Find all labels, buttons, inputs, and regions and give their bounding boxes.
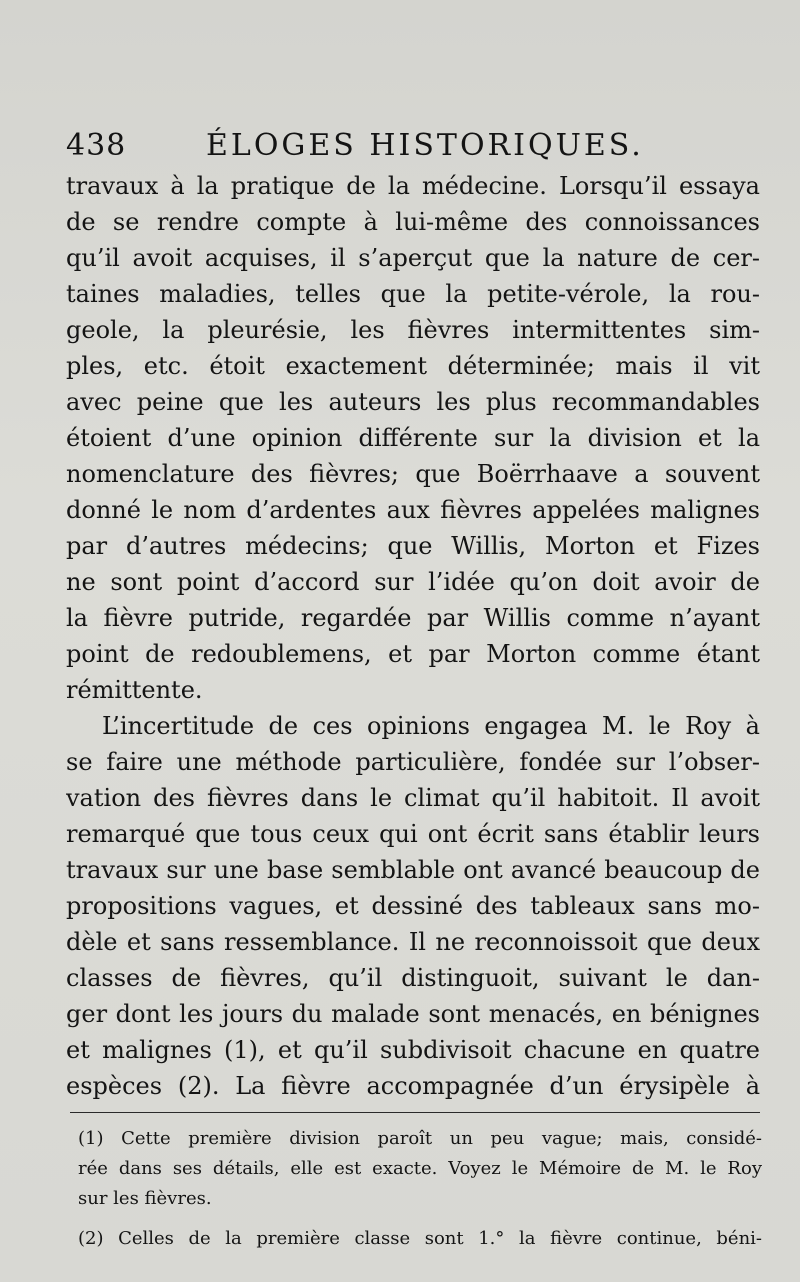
text-line: et malignes (1), et qu’il subdivisoit chacune en quatre [66, 1036, 760, 1064]
text-line: point de redoublemens, et par Morton comme étant [66, 640, 760, 668]
text-line: ger dont les jours du malade sont menacés, en bénignes [66, 1000, 760, 1028]
body-text [66, 168, 760, 1104]
footnotes [78, 1124, 762, 1254]
running-head [60, 122, 760, 172]
text-line: espèces (2). La fièvre accompagnée d’un érysipèle à [66, 1072, 760, 1100]
text-line: par d’autres médecins; que Willis, Morton et Fizes [66, 532, 760, 560]
text-line: geole, la pleurésie, les fièvres intermittentes sim- [66, 316, 760, 344]
paragraph-start-line: L’incertitude de ces opinions engagea M. le Roy à [102, 712, 760, 740]
footnote-2-line: (2) Celles de la première classe sont 1.° la fièvre continue, béni- [78, 1228, 762, 1249]
text-line: de se rendre compte à lui-même des connoissances [66, 208, 760, 236]
text-line: propositions vagues, et dessiné des tableaux sans mo- [66, 892, 760, 920]
text-line: la fièvre putride, regardée par Willis comme n’ayant [66, 604, 760, 632]
text-line: vation des fièvres dans le climat qu’il habitoit. Il avoit [66, 784, 760, 812]
text-line: taines maladies, telles que la petite-vérole, la rou- [66, 280, 760, 308]
text-line: classes de fièvres, qu’il distinguoit, suivant le dan- [66, 964, 760, 992]
footnote-1-line: rée dans ses détails, elle est exacte. Voyez le Mémoire de M. le Roy [78, 1158, 762, 1179]
text-line: travaux à la pratique de la médecine. Lorsqu’il essaya [66, 172, 760, 200]
footnote-1-line: sur les fièvres. [78, 1188, 212, 1209]
text-line: travaux sur une base semblable ont avancé beaucoup de [66, 856, 760, 884]
text-line: avec peine que les auteurs les plus recommandables [66, 388, 760, 416]
footnote-rule [70, 1112, 760, 1113]
text-line: qu’il avoit acquises, il s’aperçut que la nature de cer- [66, 244, 760, 272]
text-line: dèle et sans ressemblance. Il ne reconnoissoit que deux [66, 928, 760, 956]
running-title: ÉLOGES HISTORIQUES. [206, 128, 644, 163]
text-line: se faire une méthode particulière, fondée sur l’obser- [66, 748, 760, 776]
text-line: ples, etc. étoit exactement déterminée; mais il vit [66, 352, 760, 380]
text-line: rémittente. [66, 676, 203, 704]
page-number: 438 [66, 128, 127, 163]
text-line: donné le nom d’ardentes aux fièvres appelées malignes [66, 496, 760, 524]
text-line: nomenclature des fièvres; que Boërrhaave a souvent [66, 460, 760, 488]
text-line: étoient d’une opinion différente sur la division et la [66, 424, 760, 452]
footnote-gap [78, 1214, 762, 1224]
text-line: ne sont point d’accord sur l’idée qu’on doit avoir de [66, 568, 760, 596]
footnote-1-line: (1) Cette première division paroît un peu vague; mais, considé- [78, 1128, 762, 1149]
text-line: remarqué que tous ceux qui ont écrit sans établir leurs [66, 820, 760, 848]
